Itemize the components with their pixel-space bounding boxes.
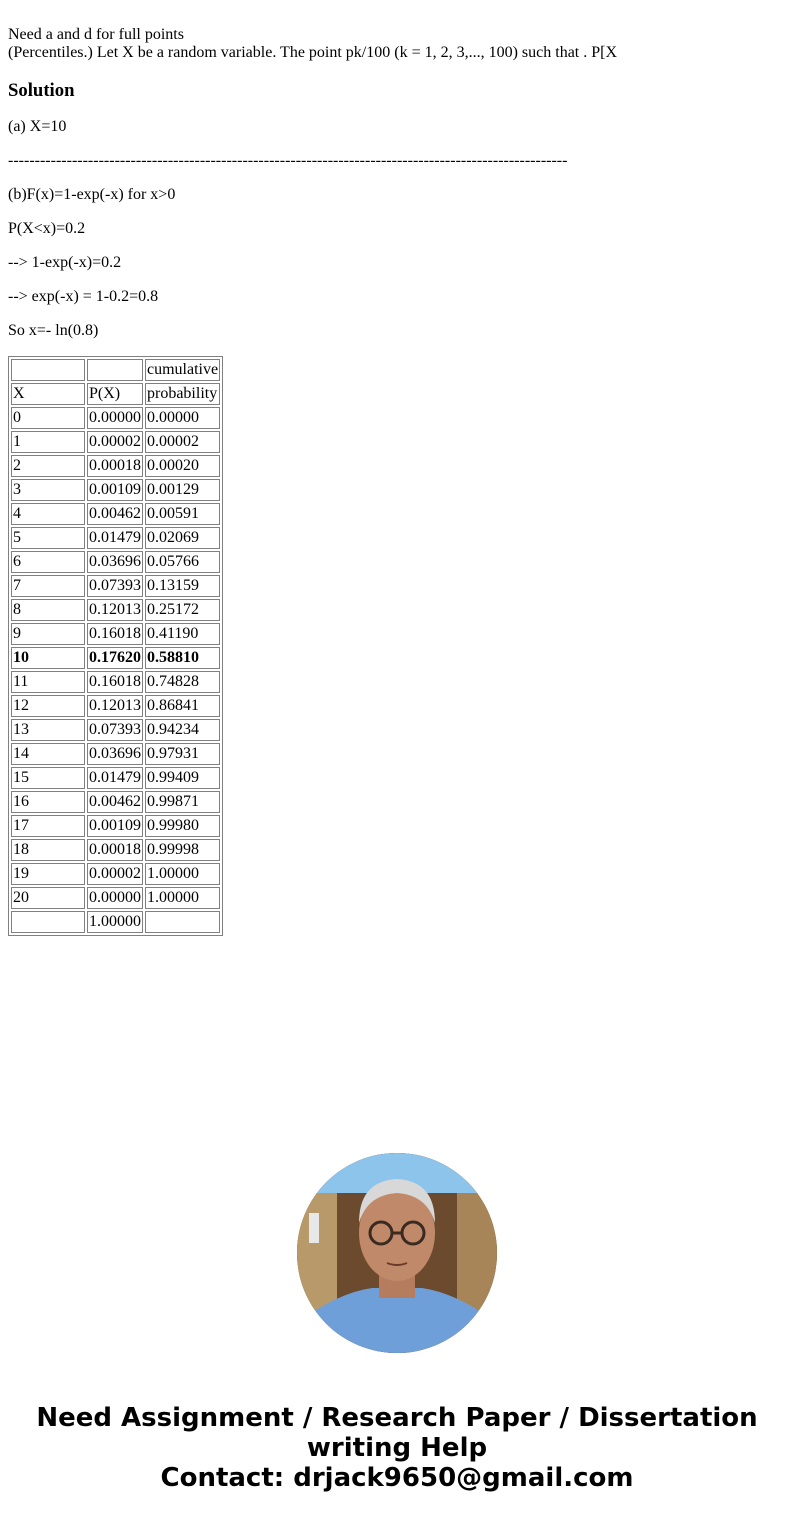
- probability-table: [8, 356, 223, 936]
- table-cell: 3: [11, 479, 85, 501]
- table-cell: 0.97931: [145, 743, 220, 765]
- table-cell: 0.00018: [87, 839, 143, 861]
- table-cell: 0.99998: [145, 839, 220, 861]
- table-cell: 0.99409: [145, 767, 220, 789]
- table-cell: probability: [145, 383, 220, 405]
- table-row: [11, 551, 220, 573]
- table-cell: 8: [11, 599, 85, 621]
- table-cell: P(X): [87, 383, 143, 405]
- table-row: [11, 863, 220, 885]
- footer-line-2: writing Help: [306, 1433, 488, 1463]
- table-cell: 1.00000: [87, 911, 143, 933]
- table-cell: 20: [11, 887, 85, 909]
- table-cell: X: [11, 383, 85, 405]
- table-cell: 0.17620: [87, 647, 143, 669]
- table-row: [11, 407, 220, 429]
- table-row: [11, 527, 220, 549]
- table-cell: 14: [11, 743, 85, 765]
- table-row: [11, 647, 220, 669]
- table-cell: 0.74828: [145, 671, 220, 693]
- solution-line: (a) X=10: [8, 118, 67, 135]
- table-cell: 9: [11, 623, 85, 645]
- table-row: [11, 695, 220, 717]
- table-cell: 0.01479: [87, 527, 143, 549]
- table-row: [11, 575, 220, 597]
- table-cell: 0.00462: [87, 791, 143, 813]
- document-body: [8, 26, 786, 936]
- table-row: [11, 671, 220, 693]
- table-cell: [145, 911, 220, 933]
- table-cell: 0.00591: [145, 503, 220, 525]
- question-line-2: (Percentiles.) Let X be a random variable. The point pk/100 (k = 1, 2, 3,..., 100) such that . P[X: [8, 44, 618, 61]
- table-row: [11, 383, 220, 405]
- table-cell: 0.13159: [145, 575, 220, 597]
- table-cell: 0.00002: [87, 863, 143, 885]
- table-cell: 11: [11, 671, 85, 693]
- table-cell: 0.25172: [145, 599, 220, 621]
- table-cell: 0.07393: [87, 719, 143, 741]
- table-row: [11, 887, 220, 909]
- table-cell: 0.00000: [87, 887, 143, 909]
- table-cell: 1.00000: [145, 863, 220, 885]
- table-cell: 2: [11, 455, 85, 477]
- table-row: [11, 719, 220, 741]
- table-cell: 0.07393: [87, 575, 143, 597]
- table-cell: 4: [11, 503, 85, 525]
- table-cell: 18: [11, 839, 85, 861]
- table-cell: 0.94234: [145, 719, 220, 741]
- table-row: [11, 479, 220, 501]
- table-cell: 0.00020: [145, 455, 220, 477]
- table-cell: 0.00000: [87, 407, 143, 429]
- table-cell: 0.01479: [87, 767, 143, 789]
- table-cell: 0.12013: [87, 695, 143, 717]
- table-cell: 0.05766: [145, 551, 220, 573]
- table-row: [11, 911, 220, 933]
- table-cell: [11, 911, 85, 933]
- table-cell: 0.41190: [145, 623, 220, 645]
- table-cell: 0.99871: [145, 791, 220, 813]
- table-cell: 0.00000: [145, 407, 220, 429]
- table-row: [11, 359, 220, 381]
- table-cell: 0.16018: [87, 671, 143, 693]
- table-row: [11, 503, 220, 525]
- table-row: [11, 623, 220, 645]
- table-cell: 0.03696: [87, 551, 143, 573]
- table-cell: 6: [11, 551, 85, 573]
- footer-ad: [0, 1403, 794, 1493]
- table-cell: cumulative: [145, 359, 220, 381]
- author-photo: [297, 1153, 497, 1353]
- table-cell: 0.58810: [145, 647, 220, 669]
- table-cell: 10: [11, 647, 85, 669]
- solution-line: --> exp(-x) = 1-0.2=0.8: [8, 288, 159, 305]
- table-row: [11, 599, 220, 621]
- table-cell: 16: [11, 791, 85, 813]
- table-cell: 0.00002: [145, 431, 220, 453]
- table-row: [11, 791, 220, 813]
- table-cell: 0.03696: [87, 743, 143, 765]
- table-row: [11, 743, 220, 765]
- solution-heading: Solution: [8, 80, 75, 101]
- table-cell: 0.02069: [145, 527, 220, 549]
- table-cell: 0.00462: [87, 503, 143, 525]
- table-cell: 15: [11, 767, 85, 789]
- solution-line: P(X<x)=0.2: [8, 220, 86, 237]
- table-cell: 0: [11, 407, 85, 429]
- solution-line: So x=- ln(0.8): [8, 322, 99, 339]
- table-cell: 0.99980: [145, 815, 220, 837]
- solution-line: --> 1-exp(-x)=0.2: [8, 254, 122, 271]
- question-line-1: Need a and d for full points: [8, 26, 184, 43]
- table-cell: 1.00000: [145, 887, 220, 909]
- solution-line: (b)F(x)=1-exp(-x) for x>0: [8, 186, 176, 203]
- table-cell: 0.16018: [87, 623, 143, 645]
- table-cell: 0.00129: [145, 479, 220, 501]
- table-row: [11, 839, 220, 861]
- solution-line: ---------------------------------------------------------------------------------------------------------: [8, 152, 568, 169]
- table-cell: 0.86841: [145, 695, 220, 717]
- table-cell: 13: [11, 719, 85, 741]
- table-cell: 12: [11, 695, 85, 717]
- table-cell: 0.12013: [87, 599, 143, 621]
- table-cell: 0.00109: [87, 479, 143, 501]
- table-cell: 0.00018: [87, 455, 143, 477]
- table-row: [11, 815, 220, 837]
- table-cell: 19: [11, 863, 85, 885]
- table-cell: 1: [11, 431, 85, 453]
- table-row: [11, 767, 220, 789]
- table-cell: 17: [11, 815, 85, 837]
- table-cell: [87, 359, 143, 381]
- footer-line-1: Need Assignment / Research Paper / Dissertation: [36, 1403, 758, 1433]
- table-row: [11, 431, 220, 453]
- table-cell: 0.00109: [87, 815, 143, 837]
- footer-line-3: Contact: drjack9650@gmail.com: [160, 1463, 634, 1493]
- table-cell: [11, 359, 85, 381]
- table-row: [11, 455, 220, 477]
- table-cell: 0.00002: [87, 431, 143, 453]
- table-cell: 7: [11, 575, 85, 597]
- table-cell: 5: [11, 527, 85, 549]
- solution-lines: [8, 118, 786, 340]
